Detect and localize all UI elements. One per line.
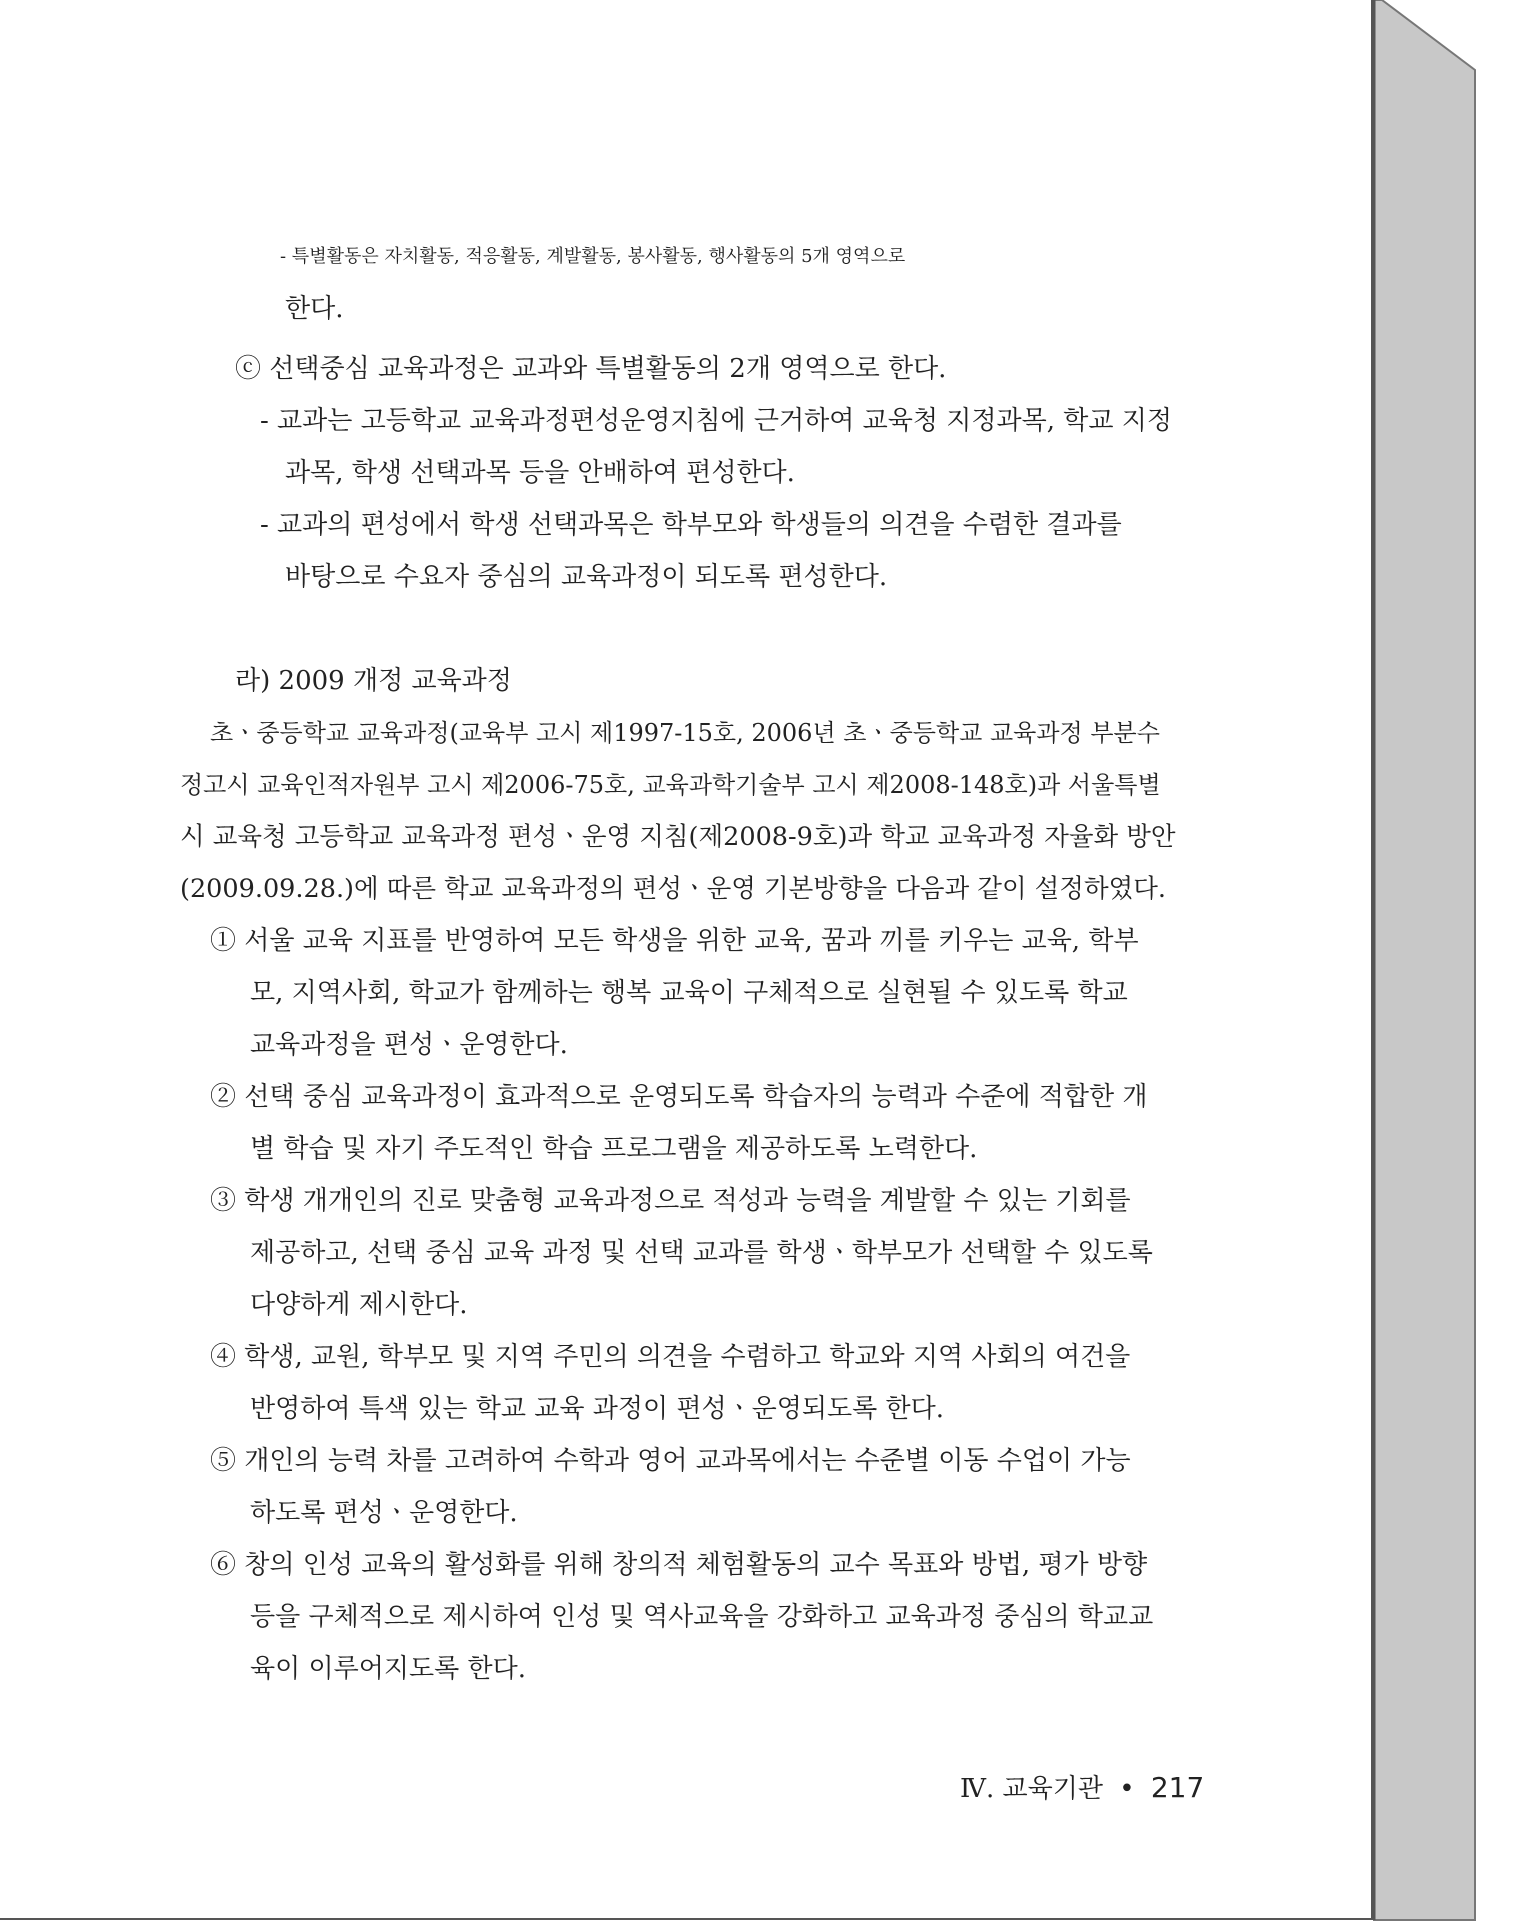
text-line: 제공하고, 선택 중심 교육 과정 및 선택 교과를 학생ㆍ학부모가 선택할 수 있도록	[250, 1238, 1153, 1268]
text-line: - 특별활동은 자치활동, 적응활동, 계발활동, 봉사활동, 행사활동의 5개 영역으로	[280, 246, 906, 267]
text-line: 반영하여 특색 있는 학교 교육 과정이 편성ㆍ운영되도록 한다.	[250, 1394, 945, 1424]
page-number: 217	[1150, 1771, 1205, 1804]
section-heading: 라) 2009 개정 교육과정	[235, 666, 512, 696]
text-line: (2009.09.28.)에 따른 학교 교육과정의 편성ㆍ운영 기본방향을 다음과 같이 설정하였다.	[180, 874, 1166, 904]
footer-section-title: Ⅳ. 교육기관	[960, 1774, 1103, 1804]
text-line: 한다.	[285, 294, 344, 324]
text-line: - 교과는 고등학교 교육과정편성운영지침에 근거하여 교육청 지정과목, 학교 지정	[260, 406, 1172, 436]
text-line: 등을 구체적으로 제시하여 인성 및 역사교육을 강화하고 교육과정 중심의 학교교	[250, 1602, 1154, 1632]
text-line: ⓒ 선택중심 교육과정은 교과와 특별활동의 2개 영역으로 한다.	[235, 354, 947, 384]
text-line: - 교과의 편성에서 학생 선택과목은 학부모와 학생들의 의견을 수렴한 결과를	[260, 510, 1122, 540]
list-item-4: ④ 학생, 교원, 학부모 및 지역 주민의 의견을 수렴하고 학교와 지역 사회의 여건을	[210, 1342, 1131, 1372]
text-line: 육이 이루어지도록 한다.	[250, 1654, 526, 1684]
text-line: 시 교육청 고등학교 교육과정 편성ㆍ운영 지침(제2008-9호)과 학교 교육과정 자율화 방안	[180, 822, 1176, 852]
text-line: 과목, 학생 선택과목 등을 안배하여 편성한다.	[285, 458, 795, 488]
list-item-1: ① 서울 교육 지표를 반영하여 모든 학생을 위한 교육, 꿈과 끼를 키우는 교육, 학부	[210, 926, 1139, 956]
text-line: 교육과정을 편성ㆍ운영한다.	[250, 1030, 568, 1060]
text-line: 정고시 교육인적자원부 고시 제2006-75호, 교육과학기술부 고시 제2008-148호)과 서울특별	[180, 771, 1161, 799]
page-footer	[960, 1768, 1205, 1805]
text-line: 모, 지역사회, 학교가 함께하는 행복 교육이 구체적으로 실현될 수 있도록 학교	[250, 978, 1128, 1008]
list-item-3: ③ 학생 개개인의 진로 맞춤형 교육과정으로 적성과 능력을 계발할 수 있는 기회를	[210, 1186, 1131, 1216]
footer-bullet: •	[1119, 1774, 1135, 1804]
list-item-2: ② 선택 중심 교육과정이 효과적으로 운영되도록 학습자의 능력과 수준에 적합한 개	[210, 1082, 1148, 1112]
list-item-5: ⑤ 개인의 능력 차를 고려하여 수학과 영어 교과목에서는 수준별 이동 수업이 가능	[210, 1446, 1131, 1476]
text-line: 초ㆍ중등학교 교육과정(교육부 고시 제1997-15호, 2006년 초ㆍ중등학교 교육과정 부분수	[210, 719, 1160, 747]
text-line: 별 학습 및 자기 주도적인 학습 프로그램을 제공하도록 노력한다.	[250, 1134, 978, 1164]
list-item-6: ⑥ 창의 인성 교육의 활성화를 위해 창의적 체험활동의 교수 목표와 방법, 평가 방향	[210, 1550, 1148, 1580]
text-line: 다양하게 제시한다.	[250, 1290, 468, 1320]
text-line: 바탕으로 수요자 중심의 교육과정이 되도록 편성한다.	[285, 562, 888, 592]
text-line: 하도록 편성ㆍ운영한다.	[250, 1498, 518, 1528]
